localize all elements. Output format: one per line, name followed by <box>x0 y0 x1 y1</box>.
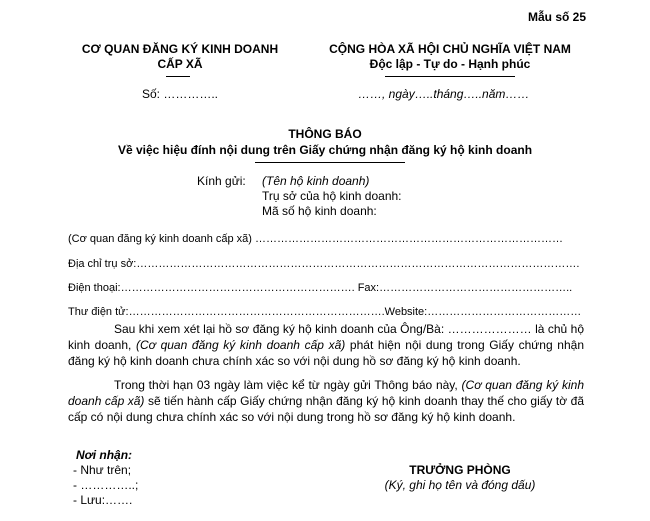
recipient-name: (Tên hộ kinh doanh) <box>262 174 370 188</box>
email-website-field: Thư điện tử:…………………………………………………………….Website:…………………………………… <box>68 306 582 318</box>
agency-field: (Cơ quan đăng ký kinh doanh cấp xã) ………………………………………………………………………… <box>68 233 563 245</box>
notice-heading: THÔNG BÁO <box>288 127 362 141</box>
paragraph-2-agency: (Cơ quan đăng ký kinh doanh cấp xã) <box>68 378 585 408</box>
paragraph-1-text-a: Sau khi xem xét lại hồ sơ đăng ký hộ kinh doanh của Ông/Bà: ………………… là chủ hộ kinh doanh, <box>68 322 584 352</box>
notice-subtitle: Về việc hiệu đính nội dung trên Giấy chứng nhận đăng ký hộ kinh doanh <box>117 143 533 157</box>
document-number: Số: ………….. <box>142 87 219 101</box>
motto-underline <box>385 76 515 77</box>
paragraph-2-text-b: sẽ tiến hành cấp Giấy chứng nhận đăng ký hộ kinh doanh thay thế cho giấy tờ đã cấp có nội dung chưa chính xác so với nội dung trong hồ sơ đăng ký hộ kinh doanh. <box>68 394 584 424</box>
phone-fax-field: Điện thoại:………………………………………………………. Fax:…………………………………………….. <box>68 282 573 294</box>
recipient-address: Trụ sở của hộ kinh doanh: <box>262 189 402 203</box>
recipients-item-1: - Như trên; <box>73 463 132 477</box>
title-underline <box>255 162 405 163</box>
address-field: Địa chỉ trụ sở:…………………………………………………………………………………………………………. <box>68 258 580 270</box>
signature-title: TRƯỞNG PHÒNG <box>409 463 511 477</box>
recipients-item-2: - …………..; <box>73 478 139 492</box>
recipient-label: Kính gửi: <box>197 174 246 188</box>
national-title: CỘNG HÒA XÃ HỘI CHỦ NGHĨA VIỆT NAM <box>329 42 571 56</box>
date-line: ……, ngày…..tháng…..năm…… <box>358 87 530 101</box>
paragraph-2-text-a: Trong thời hạn 03 ngày làm việc kể từ ngày gửi Thông báo này, <box>114 378 462 392</box>
paragraph-1-text-b: phát hiện nội dung trong Giấy chứng nhận đăng ký hộ kinh doanh chưa chính xác so với nội dung hồ sơ đăng ký hộ kinh doanh. <box>68 338 585 368</box>
national-motto: Độc lập - Tự do - Hạnh phúc <box>369 57 531 71</box>
agency-name: CƠ QUAN ĐĂNG KÝ KINH DOANH <box>81 42 279 56</box>
body-paragraph-1 <box>68 321 584 369</box>
agency-level: CẤP XÃ <box>157 57 203 71</box>
signature-note: (Ký, ghi họ tên và đóng dấu) <box>384 478 536 492</box>
body-paragraph-2 <box>68 377 584 425</box>
agency-underline <box>166 76 190 77</box>
form-number: Mẫu số 25 <box>528 10 587 24</box>
recipients-title: Nơi nhận: <box>76 448 133 462</box>
paragraph-1-agency: (Cơ quan đăng ký kinh doanh cấp xã) <box>136 338 346 352</box>
recipient-code: Mã số hộ kinh doanh: <box>262 204 377 218</box>
recipients-item-3: - Lưu:……. <box>73 493 133 507</box>
